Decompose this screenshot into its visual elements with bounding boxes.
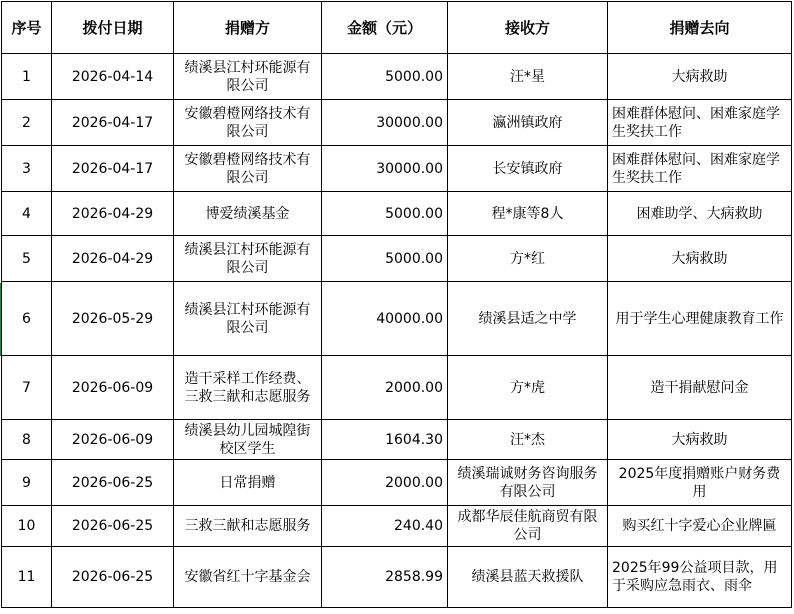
cell-donor[interactable]: 三救三献和志愿服务	[174, 506, 322, 547]
header-date[interactable]: 拨付日期	[52, 2, 174, 54]
cell-recipient[interactable]: 绩溪县适之中学	[448, 282, 608, 356]
table-row	[2, 192, 792, 236]
table-row	[2, 236, 792, 282]
cell-amount[interactable]: 5000.00	[322, 192, 448, 236]
cell-purpose[interactable]: 大病救助	[608, 54, 792, 100]
cell-date[interactable]: 2026-06-09	[52, 356, 174, 420]
cell-donor[interactable]: 绩溪县江村环能源有限公司	[174, 54, 322, 100]
cell-amount[interactable]: 30000.00	[322, 100, 448, 146]
cell-date[interactable]: 2026-06-25	[52, 460, 174, 506]
cell-date[interactable]: 2026-06-25	[52, 547, 174, 608]
table-row	[2, 547, 792, 608]
table-row	[2, 100, 792, 146]
cell-no[interactable]: 3	[2, 146, 52, 192]
cell-purpose[interactable]: 大病救助	[608, 236, 792, 282]
cell-no[interactable]: 1	[2, 54, 52, 100]
cell-recipient[interactable]: 瀛洲镇政府	[448, 100, 608, 146]
cell-amount[interactable]: 30000.00	[322, 146, 448, 192]
cell-date[interactable]: 2026-04-14	[52, 54, 174, 100]
header-amount[interactable]: 金额（元）	[322, 2, 448, 54]
header-row	[2, 2, 792, 54]
cell-purpose[interactable]: 造干捐献慰问金	[608, 356, 792, 420]
cell-no[interactable]: 9	[2, 460, 52, 506]
cell-recipient[interactable]: 方*虎	[448, 356, 608, 420]
table-row	[2, 460, 792, 506]
cell-recipient[interactable]: 成都华辰佳航商贸有限公司	[448, 506, 608, 547]
cell-no[interactable]: 7	[2, 356, 52, 420]
cell-purpose[interactable]: 困难群体慰问、困难家庭学生奖扶工作	[608, 100, 792, 146]
header-recipient[interactable]: 接收方	[448, 2, 608, 54]
cell-purpose[interactable]: 2025年度捐赠账户财务费用	[608, 460, 792, 506]
cell-recipient[interactable]: 方*红	[448, 236, 608, 282]
cell-amount[interactable]: 2000.00	[322, 356, 448, 420]
cell-no[interactable]: 5	[2, 236, 52, 282]
cell-recipient[interactable]: 长安镇政府	[448, 146, 608, 192]
cell-date[interactable]: 2026-04-17	[52, 146, 174, 192]
cell-recipient[interactable]: 程*康等8人	[448, 192, 608, 236]
donation-table	[1, 1, 792, 608]
cell-date[interactable]: 2026-04-29	[52, 236, 174, 282]
cell-donor[interactable]: 博爱绩溪基金	[174, 192, 322, 236]
header-donor[interactable]: 捐赠方	[174, 2, 322, 54]
cell-no[interactable]: 4	[2, 192, 52, 236]
cell-no[interactable]: 10	[2, 506, 52, 547]
cell-purpose[interactable]: 2025年99公益项目款，用于采购应急雨衣、雨伞	[608, 547, 792, 608]
cell-no[interactable]: 2	[2, 100, 52, 146]
cell-recipient[interactable]: 绩溪瑞诚财务咨询服务有限公司	[448, 460, 608, 506]
cell-date[interactable]: 2026-04-17	[52, 100, 174, 146]
cell-amount[interactable]: 5000.00	[322, 54, 448, 100]
cell-donor[interactable]: 造干采样工作经费、三救三献和志愿服务	[174, 356, 322, 420]
cell-recipient[interactable]: 绩溪县蓝天救援队	[448, 547, 608, 608]
cell-date[interactable]: 2026-06-25	[52, 506, 174, 547]
cell-amount[interactable]: 40000.00	[322, 282, 448, 356]
cell-date[interactable]: 2026-04-29	[52, 192, 174, 236]
cell-purpose[interactable]: 用于学生心理健康教育工作	[608, 282, 792, 356]
cell-no[interactable]: 6	[2, 282, 52, 356]
cell-amount[interactable]: 2858.99	[322, 547, 448, 608]
cell-no[interactable]: 8	[2, 420, 52, 460]
cell-donor[interactable]: 日常捐赠	[174, 460, 322, 506]
header-purpose[interactable]: 捐赠去向	[608, 2, 792, 54]
cell-donor[interactable]: 绩溪县江村环能源有限公司	[174, 236, 322, 282]
cell-recipient[interactable]: 汪*星	[448, 54, 608, 100]
cell-purpose[interactable]: 困难群体慰问、困难家庭学生奖扶工作	[608, 146, 792, 192]
cell-amount[interactable]: 5000.00	[322, 236, 448, 282]
cell-amount[interactable]: 1604.30	[322, 420, 448, 460]
cell-no[interactable]: 11	[2, 547, 52, 608]
cell-date[interactable]: 2026-06-09	[52, 420, 174, 460]
table-row	[2, 356, 792, 420]
table-row	[2, 420, 792, 460]
table-row	[2, 506, 792, 547]
cell-amount[interactable]: 240.40	[322, 506, 448, 547]
cell-purpose[interactable]: 购买红十字爱心企业牌匾	[608, 506, 792, 547]
cell-donor[interactable]: 安徽碧橙网络技术有限公司	[174, 146, 322, 192]
cell-purpose[interactable]: 困难助学、大病救助	[608, 192, 792, 236]
table-row	[2, 282, 792, 356]
header-no[interactable]: 序号	[2, 2, 52, 54]
cell-date[interactable]: 2026-05-29	[52, 282, 174, 356]
cell-donor[interactable]: 安徽碧橙网络技术有限公司	[174, 100, 322, 146]
cell-donor[interactable]: 绩溪县幼儿园城隍街校区学生	[174, 420, 322, 460]
cell-donor[interactable]: 绩溪县江村环能源有限公司	[174, 282, 322, 356]
cell-recipient[interactable]: 汪*杰	[448, 420, 608, 460]
cell-amount[interactable]: 2000.00	[322, 460, 448, 506]
table-row	[2, 146, 792, 192]
cell-donor[interactable]: 安徽省红十字基金会	[174, 547, 322, 608]
cell-purpose[interactable]: 大病救助	[608, 420, 792, 460]
table-row	[2, 54, 792, 100]
